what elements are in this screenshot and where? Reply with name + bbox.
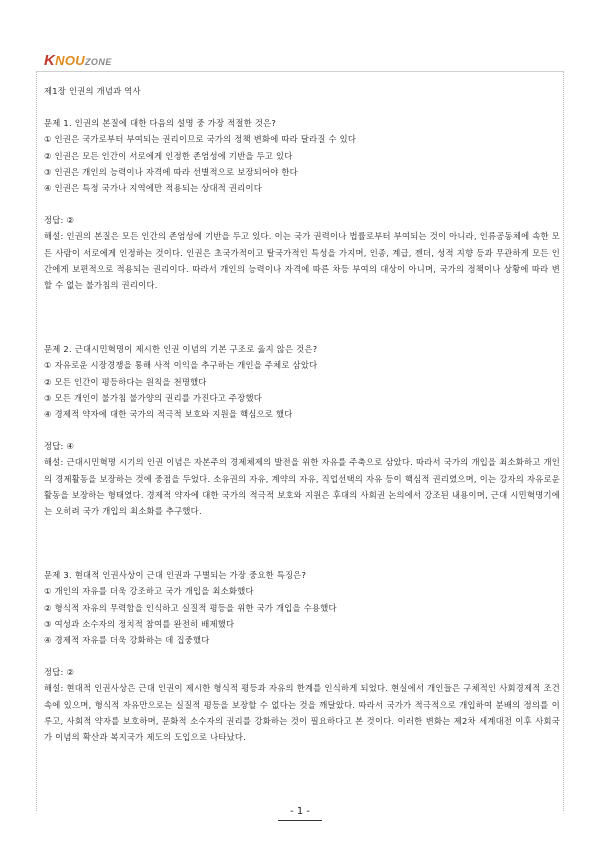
question-block-2 [44, 341, 560, 519]
answer-text: 정답: ④ [44, 441, 75, 452]
explanation-text: 해설: 인권의 본질은 모든 인간의 존엄성에 기반을 두고 있다. 이는 국가 권력이나 법률로부터 부여되는 것이 아니라, 인류공동체에 속한 모든 사람이 서로에게 인정하는 것이다. 인권은 초국가적이고 탈국가적인 특성을 가지며, 인종, 계급, 젠더, 성적 지향 등과 무관하게 모든 인간에게 보편적으로 적용되는 권리이다. 따라서 개인의 능력이나 자격에 따른 차등 부여의 대상이 아니며, 국가의 정책이나 상황에 따라 변할 수 없는 불가침의 권리이다. [44, 231, 560, 291]
question-block-1 [44, 115, 560, 293]
question-block-3 [44, 567, 560, 745]
knouzone-logo [44, 53, 112, 68]
explanation-text: 해설: 현대적 인권사상은 근대 인권이 제시한 형식적 평등과 자유의 한계를 인식하게 되었다. 현실에서 개인들은 구체적인 사회경제적 조건 속에 있으며, 형식적 자유만으로는 실질적 평등을 보장할 수 없다는 것을 깨달았다. 따라서 국가가 적극적으로 개입하여 분배의 정의를 이루고, 사회적 약자를 보호하며, 문화적 소수자의 권리를 강화하는 것이 필요하다고 본 것이다. 이러한 변화는 제2차 세계대전 이후 사회국가 이념의 확산과 복지국가 제도의 도입으로 나타났다. [44, 683, 560, 743]
question-text: 문제 1. 인권의 본질에 대한 다음의 설명 중 가장 적절한 것은? [44, 118, 277, 129]
document-body [44, 83, 560, 745]
footer-divider [278, 820, 322, 821]
logo-nou: NOU [55, 53, 85, 68]
logo-k: K [44, 52, 56, 69]
answer-text: 정답: ② [44, 667, 75, 678]
option-1: ① 인권은 국가로부터 부여되는 권리이므로 국가의 정책 변화에 따라 달라질 수 있다 [44, 134, 357, 145]
question-text: 문제 2. 근대시민혁명이 제시한 인권 이념의 기본 구조로 옳지 않은 것은? [44, 344, 318, 355]
option-4: ④ 경제적 자유를 더욱 강화하는 데 집중했다 [44, 635, 210, 646]
option-3: ③ 모든 개인이 불가침 불가양의 권리를 가진다고 주장했다 [44, 392, 262, 403]
logo-zone: ZONE [84, 57, 112, 67]
option-3: ③ 여성과 소수자의 정치적 참여를 완전히 배제했다 [44, 618, 235, 629]
question-text: 문제 3. 현대적 인권사상이 근대 인권과 구별되는 가장 중요한 특징은? [44, 570, 307, 581]
option-4: ④ 경제적 약자에 대한 국가의 적극적 보호와 지원을 핵심으로 했다 [44, 409, 293, 420]
option-1: ① 개인의 자유를 더욱 강조하고 국가 개입을 최소화했다 [44, 586, 254, 597]
chapter-title: 제1장 인권의 개념과 역사 [44, 86, 141, 96]
option-2: ② 모든 인간이 평등하다는 원칙을 천명했다 [44, 376, 207, 387]
option-2: ② 인권은 모든 인간이 서로에게 인정한 존엄성에 기반을 두고 있다 [44, 150, 293, 161]
page-number: - 1 - [290, 806, 310, 817]
explanation-text: 해설: 근대시민혁명 시기의 인권 이념은 자본주의 경제체제의 발전을 위한 자유를 주축으로 삼았다. 따라서 국가의 개입을 최소화하고 개인의 경제활동을 보장하는 것에 중점을 두었다. 소유권의 자유, 계약의 자유, 직업선택의 자유 등이 핵심적 권리였으며, 이는 강자의 자유로운 활동을 보장하는 형태였다. 경제적 약자에 대한 국가의 적극적 보호와 지원은 후대의 사회권 논의에서 강조된 내용이며, 근대 시민혁명기에는 오히려 국가 개입의 최소화를 추구했다. [44, 457, 560, 517]
option-3: ③ 인권은 개인의 능력이나 자격에 따라 선별적으로 보장되어야 한다 [44, 166, 298, 177]
option-4: ④ 인권은 특정 국가나 지역에만 적용되는 상대적 권리이다 [44, 183, 262, 194]
answer-text: 정답: ② [44, 215, 75, 226]
option-1: ① 자유로운 시장경쟁을 통해 사적 이익을 추구하는 개인을 주체로 삼았다 [44, 360, 318, 371]
option-2: ② 형식적 자유의 무력함을 인식하고 실질적 평등을 위한 국가 개입을 수용했다 [44, 602, 337, 613]
